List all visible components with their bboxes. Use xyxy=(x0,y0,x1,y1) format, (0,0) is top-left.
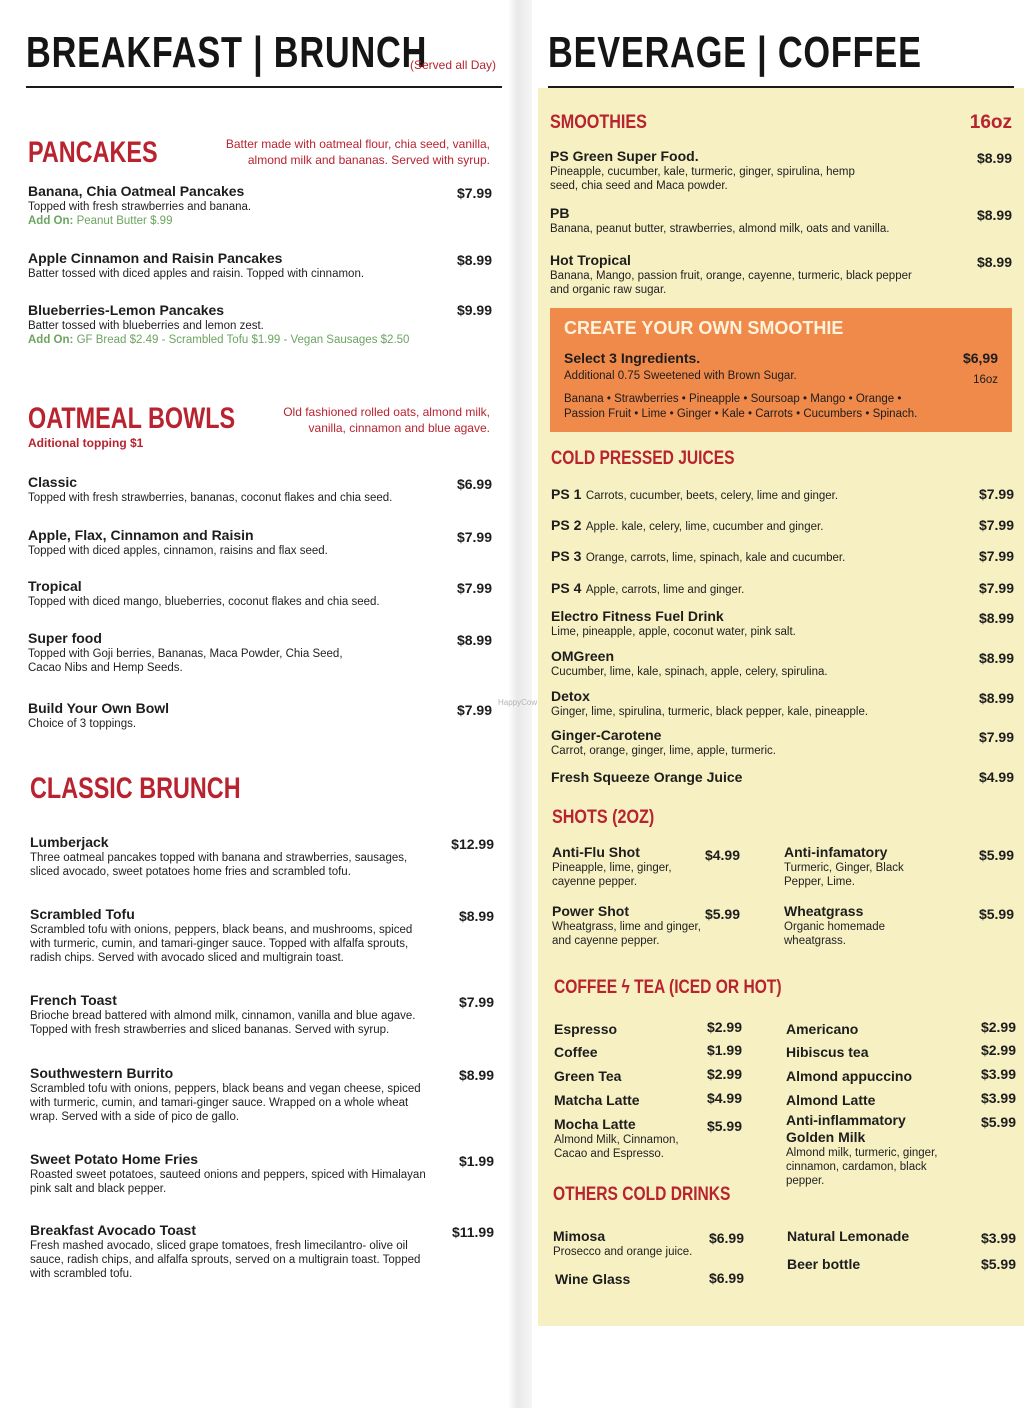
item-desc: Ginger, lime, spirulina, turmeric, black pepper, kale, pineapple. xyxy=(551,706,869,718)
menu-item xyxy=(28,183,448,228)
item-name: Classic xyxy=(28,474,78,490)
item-desc: Wheatgrass, lime and ginger, and cayenne pepper. xyxy=(552,921,701,947)
juice-row xyxy=(551,486,951,504)
item-desc: Topped with fresh strawberries, bananas, coconut flakes and chia seed. xyxy=(28,492,393,504)
item-desc: Batter tossed with diced apples and raisin. Topped with cinnamon. xyxy=(28,268,365,280)
item-desc: Carrot, orange, ginger, lime, apple, turmeric. xyxy=(551,745,776,757)
item-desc: Topped with fresh strawberries and banana. xyxy=(28,201,252,213)
item-price: $8.99 xyxy=(458,1067,494,1083)
item-desc: Banana, Mango, passion fruit, orange, cayenne, turmeric, black pepper and organic raw sugar. xyxy=(550,270,912,296)
create-smoothie-ingredients: Banana • Strawberries • Pineapple • Soursoap • Mango • Orange • Passion Fruit • Lime • Ginger • Kale • Carrots • Cucumbers • Spinach. xyxy=(564,393,918,420)
menu-item xyxy=(30,1151,430,1196)
item-price: $7.99 xyxy=(978,580,1014,596)
item-desc: Almond Milk, Cinnamon, Cacao and Espresso. xyxy=(554,1134,679,1160)
item-price: $4.99 xyxy=(704,847,740,863)
item-price: $5.99 xyxy=(980,1256,1016,1272)
menu-item xyxy=(28,527,448,558)
item-price: $7.99 xyxy=(456,185,492,201)
item-name: Detox xyxy=(551,688,590,704)
item-addon: Add On: Peanut Butter $.99 xyxy=(28,215,173,227)
item-desc: Pineapple, lime, ginger, cayenne pepper. xyxy=(552,862,672,888)
item-price: $3.99 xyxy=(980,1066,1016,1082)
item-desc: Three oatmeal pancakes topped with banana and strawberries, sausages, sliced avocado, sweet potatoes home fries and scrambled tofu. xyxy=(30,852,408,878)
item-price: $1.99 xyxy=(458,1153,494,1169)
item-price: $6.99 xyxy=(708,1230,744,1246)
coffee-item: Hibiscus tea xyxy=(786,1044,869,1060)
menu-item xyxy=(786,1112,966,1188)
item-desc: Organic homemade wheatgrass. xyxy=(784,921,885,947)
juice-code: PS 2 xyxy=(551,517,582,533)
item-price: $7.99 xyxy=(456,702,492,718)
juices-heading: COLD PRESSED JUICES xyxy=(551,448,735,469)
coffee-item: Coffee xyxy=(554,1044,598,1060)
item-name: Breakfast Avocado Toast xyxy=(30,1222,196,1238)
served-all-day: (Served all Day) xyxy=(410,58,497,72)
item-name: Fresh Squeeze Orange Juice xyxy=(551,769,743,785)
item-price: $2.99 xyxy=(980,1042,1016,1058)
create-smoothie-head: Select 3 Ingredients. xyxy=(564,350,701,366)
item-name: OMGreen xyxy=(551,648,615,664)
happycow-watermark: HappyCow xyxy=(498,698,538,707)
item-name: Hot Tropical xyxy=(550,252,631,268)
juice-desc: Orange, carrots, lime, spinach, kale and cucumber. xyxy=(585,552,846,564)
coffee-item: Espresso xyxy=(554,1021,618,1037)
item-price: $3.99 xyxy=(980,1090,1016,1106)
item-price: $1.99 xyxy=(706,1042,742,1058)
item-price: $7.99 xyxy=(978,729,1014,745)
oatmeal-sub: Aditional topping $1 xyxy=(28,436,144,450)
coffee-item: Almond Latte xyxy=(786,1092,876,1108)
item-price: $6.99 xyxy=(456,476,492,492)
juice-desc: Apple, carrots, lime and ginger. xyxy=(585,584,745,596)
item-price: $8.99 xyxy=(978,610,1014,626)
item-name: Banana, Chia Oatmeal Pancakes xyxy=(28,183,245,199)
menu-item xyxy=(30,1222,430,1281)
juice-code: PS 1 xyxy=(551,486,582,502)
item-desc: Topped with diced mango, blueberries, coconut flakes and chia seed. xyxy=(28,596,380,608)
cold-drink-item: Natural Lemonade xyxy=(787,1228,910,1244)
menu-item xyxy=(551,727,951,758)
item-price: $2.99 xyxy=(980,1019,1016,1035)
coffee-item: Almond appuccino xyxy=(786,1068,912,1084)
menu-item xyxy=(550,148,880,193)
item-desc: Cucumber, lime, kale, spinach, apple, celery, spirulina. xyxy=(551,666,828,678)
oatmeal-desc: Old fashioned rolled oats, almond milk, vanilla, cinnamon and blue agave. xyxy=(283,405,490,435)
menu-item xyxy=(784,903,914,948)
item-name: Tropical xyxy=(28,578,82,594)
menu-item xyxy=(28,302,448,347)
pancakes-desc: Batter made with oatmeal flour, chia seed, vanilla, almond milk and bananas. Served with syrup. xyxy=(225,137,490,167)
juice-row xyxy=(551,548,951,566)
item-desc: Lime, pineapple, apple, coconut water, pink salt. xyxy=(551,626,796,638)
menu-item xyxy=(30,834,430,879)
item-price: $4.99 xyxy=(978,769,1014,785)
item-desc: Prosecco and orange juice. xyxy=(553,1246,693,1258)
item-desc: Scrambled tofu with onions, peppers, black beans and vegan cheese, spiced with turmeric, cumin, and tamari-ginger sauce. Wrapped on a whole wheat wrap. Served with a side of pico de gallo. xyxy=(30,1083,421,1123)
menu-item xyxy=(551,688,951,719)
shots-heading: SHOTS (2OZ) xyxy=(552,807,655,828)
item-name: Scrambled Tofu xyxy=(30,906,135,922)
menu-item xyxy=(552,844,692,889)
item-price: $7.99 xyxy=(978,486,1014,502)
item-price: $4.99 xyxy=(706,1090,742,1106)
item-name: Wheatgrass xyxy=(784,903,864,919)
item-price: $8.99 xyxy=(978,650,1014,666)
item-name: Sweet Potato Home Fries xyxy=(30,1151,199,1167)
menu-item xyxy=(30,1065,430,1124)
item-desc: Batter tossed with blueberries and lemon zest. xyxy=(28,320,264,332)
item-desc: Fresh mashed avocado, sliced grape tomatoes, fresh limecilantro- olive oil sauce, radish chips, and alfalfa sprouts, served on a multigrain toast. Topped with scrambled tofu. xyxy=(30,1240,421,1280)
item-name: Southwestern Burrito xyxy=(30,1065,174,1081)
create-smoothie-box xyxy=(550,308,1012,432)
item-name: Anti-Flu Shot xyxy=(552,844,640,860)
title-rule xyxy=(26,86,502,88)
item-price: $5.99 xyxy=(704,906,740,922)
item-price: $8.99 xyxy=(458,908,494,924)
coffee-item: Americano xyxy=(786,1021,859,1037)
create-smoothie-title: CREATE YOUR OWN SMOOTHIE xyxy=(564,318,844,338)
item-price: $2.99 xyxy=(706,1019,742,1035)
menu-item xyxy=(554,1116,704,1161)
menu-item xyxy=(784,844,914,889)
item-price: $11.99 xyxy=(451,1224,494,1240)
item-price: $5.99 xyxy=(980,1114,1016,1130)
item-desc: Topped with Goji berries, Bananas, Maca Powder, Chia Seed, Cacao Nibs and Hemp Seeds. xyxy=(28,648,343,674)
item-price: $5.99 xyxy=(706,1118,742,1134)
item-price: $5.99 xyxy=(978,847,1014,863)
menu-item xyxy=(551,608,951,639)
coffee-item: Matcha Latte xyxy=(554,1092,640,1108)
menu-item xyxy=(28,630,368,675)
item-price: $2.99 xyxy=(706,1066,742,1082)
cold-drink-item: Wine Glass xyxy=(555,1271,631,1287)
menu-item xyxy=(30,992,440,1037)
item-name: Anti-inflammatory Golden Milk xyxy=(786,1112,906,1145)
item-desc: Roasted sweet potatoes, sauteed onions and peppers, spiced with Himalayan pink salt and black pepper. xyxy=(30,1169,426,1195)
item-name: Blueberries-Lemon Pancakes xyxy=(28,302,225,318)
breakfast-title: BREAKFAST | BRUNCH xyxy=(26,28,428,77)
item-price: $3.99 xyxy=(980,1230,1016,1246)
item-name: PB xyxy=(550,205,570,221)
pancakes-heading: PANCAKES xyxy=(28,136,158,169)
item-desc: Topped with diced apples, cinnamon, raisins and flax seed. xyxy=(28,545,328,557)
juice-desc: Apple. kale, celery, lime, cucumber and ginger. xyxy=(585,521,824,533)
item-name: Mocha Latte xyxy=(554,1116,636,1132)
item-price: $8.99 xyxy=(456,632,492,648)
item-desc: Turmeric, Ginger, Black Pepper, Lime. xyxy=(784,862,904,888)
item-price: $8.99 xyxy=(456,252,492,268)
item-price: $9.99 xyxy=(456,302,492,318)
item-desc: Pineapple, cucumber, kale, turmeric, ginger, spirulina, hemp seed, chia seed and Maca powder. xyxy=(550,166,855,192)
item-name: Build Your Own Bowl xyxy=(28,700,170,716)
item-price: $12.99 xyxy=(451,836,494,852)
item-desc: Brioche bread battered with almond milk, cinnamon, vanilla and blue agave. Topped with fresh strawberries and sliced bananas. Served with syrup. xyxy=(30,1010,416,1036)
item-desc: Banana, peanut butter, strawberries, almond milk, oats and vanilla. xyxy=(550,223,890,235)
item-name: Apple, Flax, Cinnamon and Raisin xyxy=(28,527,254,543)
menu-item xyxy=(28,250,448,281)
cold-drink-item: Beer bottle xyxy=(787,1256,861,1272)
item-name: Electro Fitness Fuel Drink xyxy=(551,608,724,624)
create-smoothie-size: 16oz xyxy=(973,374,998,386)
classic-brunch-heading: CLASSIC BRUNCH xyxy=(30,772,241,805)
item-price: $7.99 xyxy=(456,529,492,545)
menu-item xyxy=(551,769,951,786)
menu-item xyxy=(551,648,951,679)
juice-row xyxy=(551,517,951,535)
juice-code: PS 3 xyxy=(551,548,582,564)
item-addon: Add On: GF Bread $2.49 - Scrambled Tofu $1.99 - Vegan Sausages $2.50 xyxy=(28,334,410,346)
beverage-title-rule xyxy=(548,86,1014,88)
smoothies-heading: SMOOTHIES xyxy=(550,112,647,133)
item-name: French Toast xyxy=(30,992,117,1008)
item-price: $8.99 xyxy=(976,207,1012,223)
menu-item xyxy=(552,903,702,948)
menu-item xyxy=(28,700,448,731)
menu-item xyxy=(550,205,950,236)
item-name: Lumberjack xyxy=(30,834,109,850)
item-price: $5.99 xyxy=(978,906,1014,922)
item-name: Super food xyxy=(28,630,102,646)
menu-item xyxy=(553,1228,713,1259)
item-price: $7.99 xyxy=(978,548,1014,564)
item-name: PS Green Super Food. xyxy=(550,148,699,164)
create-smoothie-sub: Additional 0.75 Sweetened with Brown Sugar. xyxy=(564,370,797,382)
beverage-title: BEVERAGE | COFFEE xyxy=(548,28,922,77)
item-desc: Almond milk, turmeric, ginger, cinnamon, cardamon, black pepper. xyxy=(786,1147,938,1187)
coffee-tea-heading: COFFEE ϟ TEA (ICED OR HOT) xyxy=(554,977,782,998)
item-name: Mimosa xyxy=(553,1228,606,1244)
item-price: $8.99 xyxy=(976,254,1012,270)
create-smoothie-price: $6,99 xyxy=(962,350,998,366)
item-name: Apple Cinnamon and Raisin Pancakes xyxy=(28,250,283,266)
item-price: $8.99 xyxy=(978,690,1014,706)
item-price: $6.99 xyxy=(708,1270,744,1286)
cold-drinks-heading: OTHERS COLD DRINKS xyxy=(553,1184,731,1205)
juice-desc: Carrots, cucumber, beets, celery, lime and ginger. xyxy=(585,490,839,502)
menu-item xyxy=(28,578,448,609)
smoothies-size: 16oz xyxy=(969,112,1012,133)
item-price: $7.99 xyxy=(456,580,492,596)
coffee-item: Green Tea xyxy=(554,1068,622,1084)
menu-item xyxy=(550,252,930,297)
item-price: $7.99 xyxy=(458,994,494,1010)
oatmeal-heading: OATMEAL BOWLS xyxy=(28,402,236,435)
item-name: Ginger-Carotene xyxy=(551,727,662,743)
item-name: Power Shot xyxy=(552,903,630,919)
menu-item xyxy=(30,906,430,965)
juice-code: PS 4 xyxy=(551,580,582,596)
item-name: Anti-infamatory xyxy=(784,844,888,860)
item-desc: Scrambled tofu with onions, peppers, black beans, and mushrooms, spiced with turmeric, cumin, and tamari-ginger sauce. Topped with alfalfa sprouts, radish chips. Served with avocado sliced and multigrain toast. xyxy=(30,924,413,964)
item-price: $7.99 xyxy=(978,517,1014,533)
juice-row xyxy=(551,580,951,598)
menu-item xyxy=(28,474,448,505)
item-price: $8.99 xyxy=(976,150,1012,166)
item-desc: Choice of 3 toppings. xyxy=(28,718,137,730)
